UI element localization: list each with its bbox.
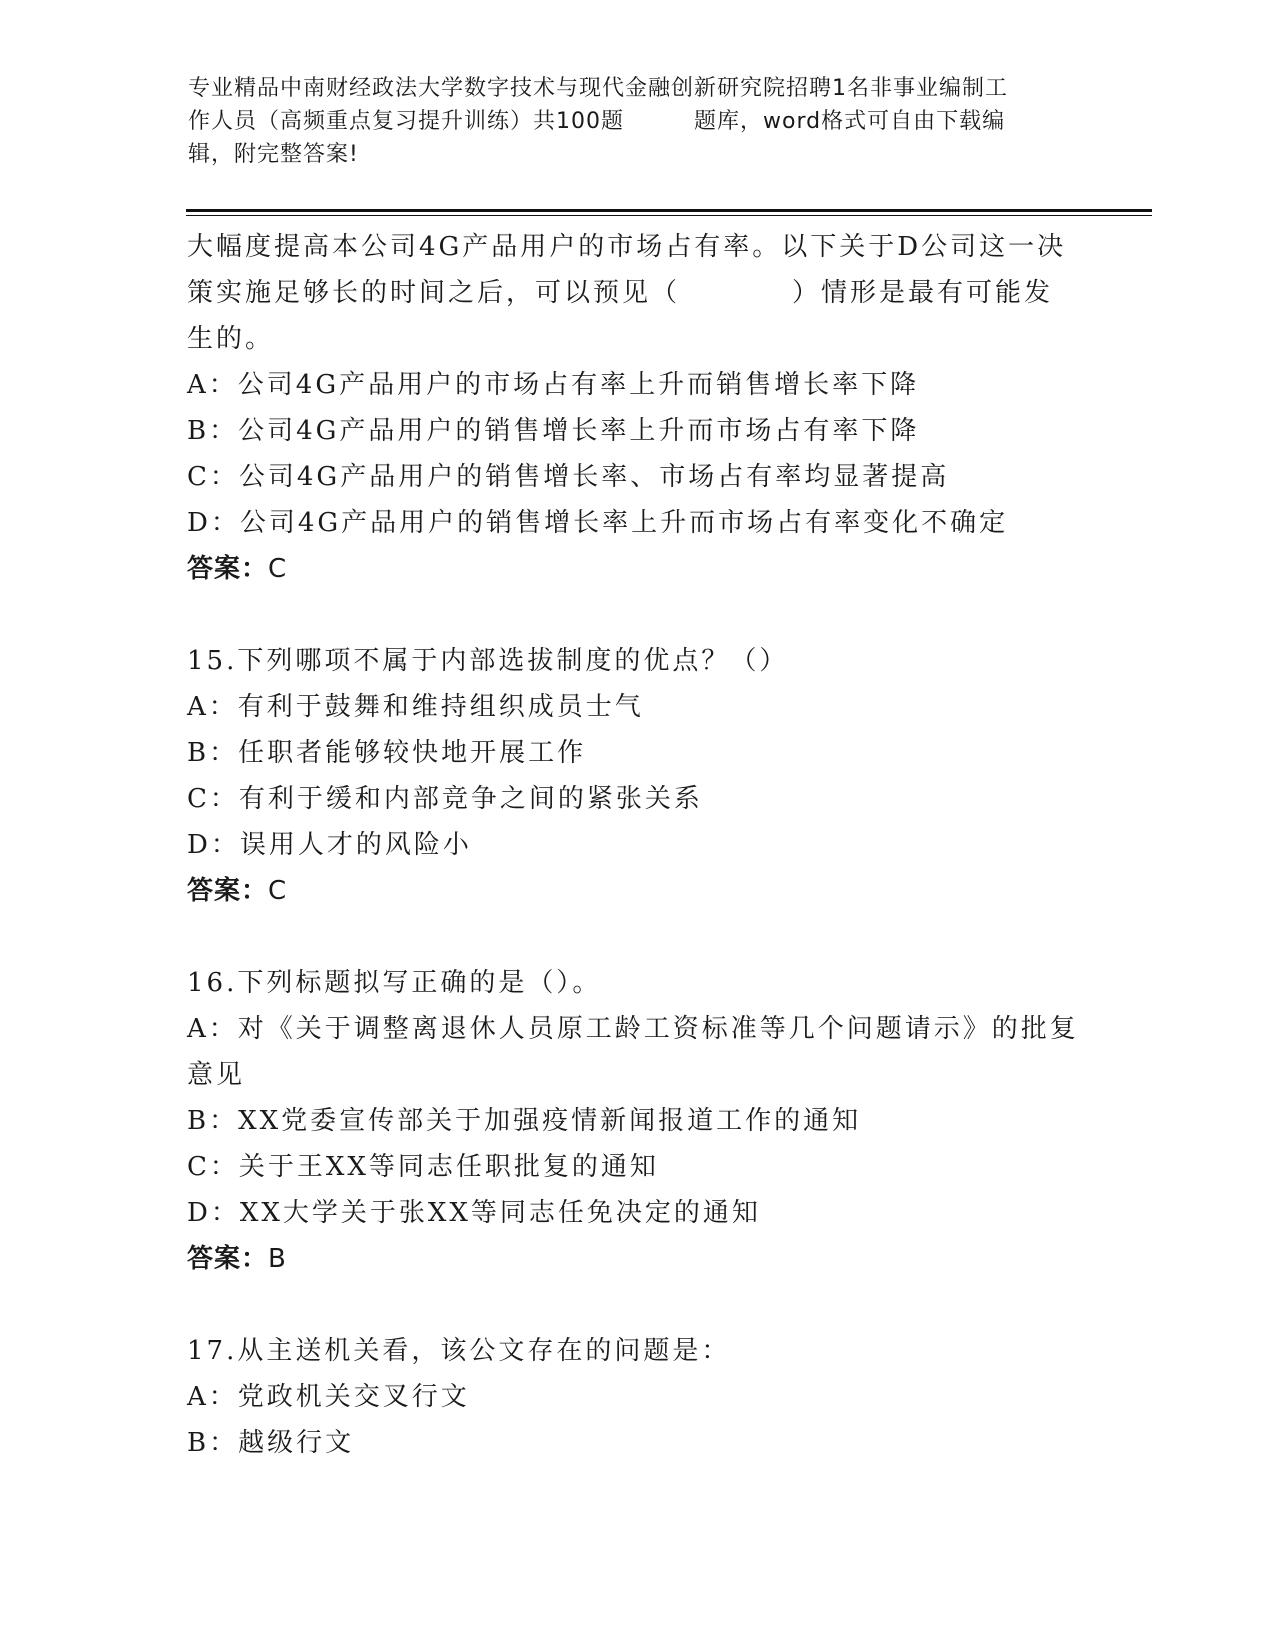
answer-label: 答案： <box>187 554 269 584</box>
option-a-continued: 意见 <box>187 1060 246 1090</box>
header-divider-thin <box>186 215 1152 216</box>
header-line-1: 专业精品中南财经政法大学数字技术与现代金融创新研究院招聘1名非事业编制工 <box>188 76 1008 101</box>
option-c: C：关于王XX等同志任职批复的通知 <box>187 1152 659 1182</box>
question-stem: 17.从主送机关看，该公文存在的问题是： <box>187 1336 731 1366</box>
option-b: B：公司4G产品用户的销售增长率上升而市场占有率下降 <box>187 416 920 446</box>
option-b: B：任职者能够较快地开展工作 <box>187 738 587 768</box>
question-stem: 16.下列标题拟写正确的是（）。 <box>187 968 602 998</box>
answer <box>187 546 1087 592</box>
header-line-2b: 题库，word格式可自由下载编 <box>694 109 1006 134</box>
option-a: A：公司4G产品用户的市场占有率上升而销售增长率下降 <box>187 370 920 400</box>
question-stem: 15.下列哪项不属于内部选拔制度的优点？（） <box>187 646 789 676</box>
option-d: D：公司4G产品用户的销售增长率上升而市场占有率变化不确定 <box>187 508 1009 538</box>
option-c: C：公司4G产品用户的销售增长率、市场占有率均显著提高 <box>187 462 950 492</box>
answer <box>187 868 1087 914</box>
document-header <box>188 72 1088 171</box>
question-17 <box>187 1328 1087 1466</box>
question-list <box>187 224 1087 1466</box>
question-stem-part: 策实施足够长的时间之后，可以预见（ <box>187 278 681 308</box>
header-divider-thick <box>186 209 1152 212</box>
option-a: A：对《关于调整离退休人员原工龄工资标准等几个问题请示》的批复 <box>187 1014 1079 1044</box>
option-d: D：误用人才的风险小 <box>187 830 472 860</box>
answer-value: B <box>268 1244 287 1274</box>
option-b: B：越级行文 <box>187 1428 355 1458</box>
answer <box>187 1236 1087 1282</box>
header-line-2 <box>188 105 1088 138</box>
question-15 <box>187 638 1087 914</box>
question-14 <box>187 224 1087 592</box>
question-stem <box>187 270 1087 316</box>
option-b: B：XX党委宣传部关于加强疫情新闻报道工作的通知 <box>187 1106 862 1136</box>
answer-label: 答案： <box>187 876 269 906</box>
question-stem-part: ）情形是最有可能发 <box>792 278 1054 308</box>
question-stem: 大幅度提高本公司4G产品用户的市场占有率。以下关于D公司这一决 <box>187 232 1067 262</box>
question-16 <box>187 960 1087 1282</box>
option-a: A：有利于鼓舞和维持组织成员士气 <box>187 692 644 722</box>
answer-value: C <box>268 876 288 906</box>
header-line-2a: 作人员（高频重点复习提升训练）共100题 <box>188 109 624 134</box>
option-a: A：党政机关交叉行文 <box>187 1382 470 1412</box>
question-stem: 生的。 <box>187 324 275 354</box>
option-c: C：有利于缓和内部竞争之间的紧张关系 <box>187 784 703 814</box>
header-line-3: 辑，附完整答案! <box>188 142 359 167</box>
option-d: D：XX大学关于张XX等同志任免决定的通知 <box>187 1198 761 1228</box>
answer-label: 答案： <box>187 1244 269 1274</box>
answer-value: C <box>268 554 288 584</box>
